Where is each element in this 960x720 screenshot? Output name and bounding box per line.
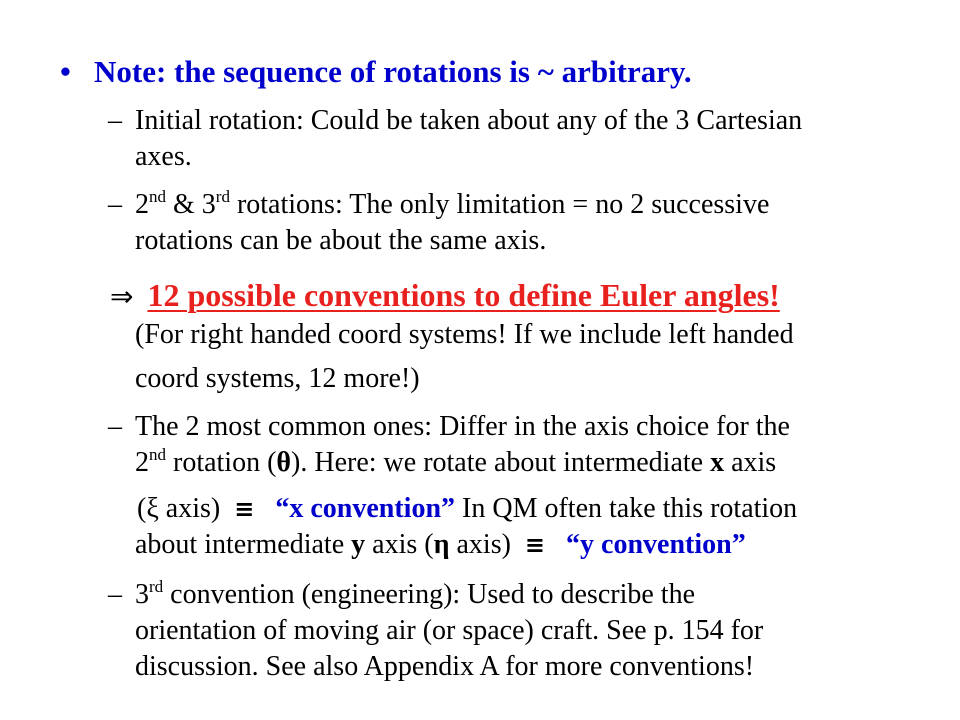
item4-num: 3 xyxy=(135,579,149,610)
item3-line2-b: ). Here: we rotate about intermediate xyxy=(291,447,704,478)
item2-num-a: 2 xyxy=(135,189,149,220)
main-bullet-text: Note: the sequence of rotations is ~ arbitrary. xyxy=(94,54,692,89)
eta-symbol: η xyxy=(433,529,450,560)
conclusion-line1 xyxy=(110,278,780,315)
item2-line1 xyxy=(135,188,769,222)
item2-line2: rotations can be about the same axis. xyxy=(135,225,547,256)
item1-dash: – xyxy=(108,105,122,136)
conclusion-line3: coord systems, 12 more!) xyxy=(135,363,420,394)
conclusion-highlight: 12 possible conventions to define Euler angles! xyxy=(147,277,780,313)
item3-line3-a: (ξ axis) xyxy=(137,493,221,524)
item3-line2-a: rotation ( xyxy=(173,447,277,478)
item3-line2-c: axis xyxy=(731,447,777,478)
item2-sup-b: rd xyxy=(215,187,230,206)
item3-dash: – xyxy=(108,411,122,442)
item3-line4-b: axis ( xyxy=(372,529,434,560)
y-axis-symbol: y xyxy=(351,529,366,560)
item3-line4 xyxy=(135,528,746,562)
item4-line1 xyxy=(135,578,695,612)
equiv-icon: ≡ xyxy=(524,531,546,559)
item4-sup: rd xyxy=(149,577,164,596)
main-bullet xyxy=(60,55,692,89)
item3-line3-b: In QM often take this rotation xyxy=(462,493,798,524)
item2-sup-a: nd xyxy=(149,187,166,206)
theta-symbol: θ xyxy=(276,447,292,478)
item3-sup: nd xyxy=(149,445,166,464)
item4-line1-text: convention (engineering): Used to describe the xyxy=(170,579,695,610)
conclusion-line2: (For right handed coord systems! If we include left handed xyxy=(135,319,794,350)
item3-line2 xyxy=(135,446,776,480)
item3-line4-a: about intermediate xyxy=(135,529,345,560)
item4-line3: discussion. See also Appendix A for more conventions! xyxy=(135,651,755,682)
item1-line1: Initial rotation: Could be taken about any of the 3 Cartesian xyxy=(135,105,803,136)
y-convention: “y convention” xyxy=(566,529,746,560)
item2-amp: & 3 xyxy=(173,189,216,220)
item2-rest: rotations: The only limitation = no 2 successive xyxy=(236,189,770,220)
x-convention: “x convention” xyxy=(275,493,456,524)
item2-dash: – xyxy=(108,189,122,220)
item3-line4-c: axis) xyxy=(456,529,511,560)
x-axis-symbol: x xyxy=(710,447,725,478)
implies-arrow-icon: ⇒ xyxy=(110,280,134,313)
equiv-icon: ≡ xyxy=(234,495,255,523)
item4-dash: – xyxy=(108,579,122,610)
item3-line1: The 2 most common ones: Differ in the axis choice for the xyxy=(135,411,790,442)
item1-line2: axes. xyxy=(135,141,192,172)
bullet-dot: • xyxy=(60,54,71,89)
item3-num: 2 xyxy=(135,447,149,478)
item4-line2: orientation of moving air (or space) craft. See p. 154 for xyxy=(135,615,764,646)
item3-line3 xyxy=(137,492,797,526)
